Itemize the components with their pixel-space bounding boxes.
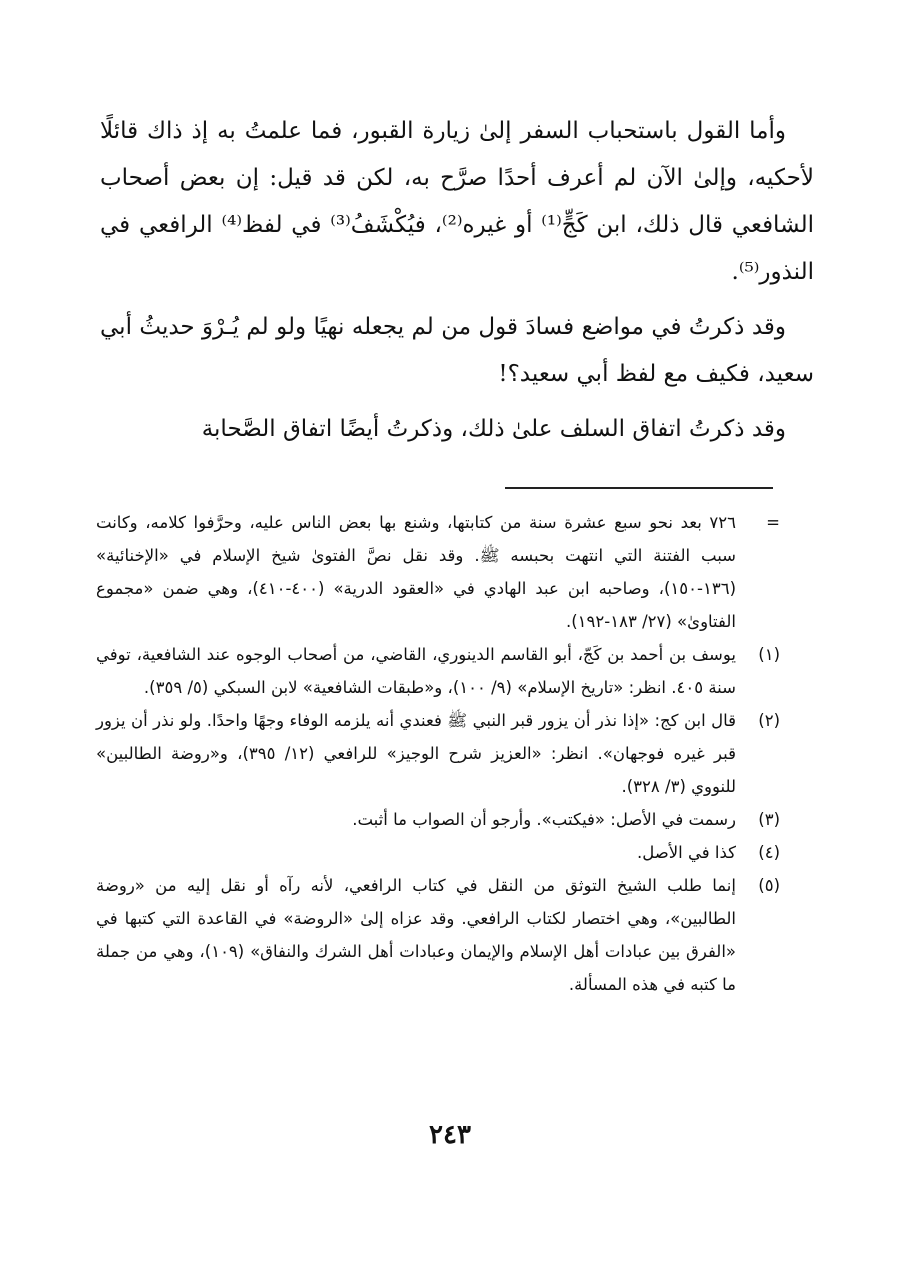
footnote-marker: (١) (758, 645, 780, 664)
main-paragraph: وأما القول باستحباب السفر إلىٰ زيارة القبور، فما علمتُ به إذ ذاك قائلًا لأحكيه، وإلىٰ الآن لم أعرف أحدًا صرَّح به، لكن قد قيل: إن بعض أصحاب الشافعي قال ذلك، ابن كَجٍّ⁽¹⁾ أو غيره⁽²⁾، فيُكْشَفُ⁽³⁾ في لفظ⁽⁴⁾ الرافعي في النذور⁽⁵⁾. (100, 118, 814, 285)
footnote-marker: = (766, 513, 780, 532)
footnote-text: إنما طلب الشيخ التوثق من النقل في كتاب الرافعي، لأنه رآه أو نقل إليه من «روضة الطالبين»، وهي اختصار لكتاب الرافعي. وقد عزاه إلىٰ «الروضة» في القاعدة التي كتبها في «الفرق بين عبادات أهل الإسلام والإيمان وعبادات أهل الشرك والنفاق» (١٠٩)، وهي من جملة ما كتبه في هذه المسألة. (96, 876, 737, 994)
footnote-separator (505, 487, 773, 489)
footnote-1 (96, 638, 780, 704)
footnote-text: رسمت في الأصل: «فيكتب». وأرجو أن الصواب ما أثبت. (352, 810, 736, 829)
footnote-text: ٧٢٦ بعد نحو سبع عشرة سنة من كتابتها، وشنع بها بعض الناس عليه، وحرَّفوا كلامه، وكانت سبب الفتنة التي انتهت بحبسه ﷺ. وقد نقل نصَّ الفتوىٰ شيخ الإسلام في «الإخنائية» (١٣٦-١٥٠)، وصاحبه ابن عبد الهادي في «العقود الدرية» (٤٠٠-٤١٠)، وهي ضمن «مجموع الفتاوىٰ» (٢٧/ ١٨٣-١٩٢). (96, 513, 736, 631)
footnote-4 (96, 836, 780, 869)
footnote-marker: (٢) (758, 711, 780, 730)
footnote-continued (96, 506, 780, 638)
footnote-5 (96, 869, 780, 1001)
footnote-2 (96, 704, 780, 803)
footnote-text: قال ابن كج: «إذا نذر أن يزور قبر النبي ﷺ فعندي أنه يلزمه الوفاء وجهًا واحدًا. ولو نذر أن يزور قبر غيره فوجهان». انظر: «العزيز شرح الوجيز» للرافعي (١٢/ ٣٩٥)، و«روضة الطالبين» للنووي (٣/ ٣٢٨). (96, 711, 736, 796)
main-text-block (100, 108, 814, 461)
footnote-marker: (٣) (758, 810, 780, 829)
footnote-marker: (٤) (758, 843, 780, 862)
footnotes-block (96, 506, 780, 1001)
page-number: ٢٤٣ (429, 1120, 471, 1150)
footnote-text: كذا في الأصل. (637, 843, 736, 862)
main-paragraph: وقد ذكرتُ اتفاق السلف علىٰ ذلك، وذكرتُ أيضًا اتفاق الصَّحابة (201, 416, 786, 442)
footnote-text: يوسف بن أحمد بن كَجّ، أبو القاسم الدينوري، القاضي، من أصحاب الوجوه عند الشافعية، توفي سنة ٤٠٥. انظر: «تاريخ الإسلام» (٩/ ١٠٠)، و«طبقات الشافعية» لابن السبكي (٥/ ٣٥٩). (96, 645, 736, 697)
footnote-marker: (٥) (758, 876, 780, 895)
footnote-3 (96, 803, 780, 836)
main-paragraph: وقد ذكرتُ في مواضع فسادَ قول من لم يجعله نهيًا ولو لم يُـرْوَ حديثُ أبي سعيد، فكيف مع لفظ أبي سعيد؟! (100, 314, 814, 387)
